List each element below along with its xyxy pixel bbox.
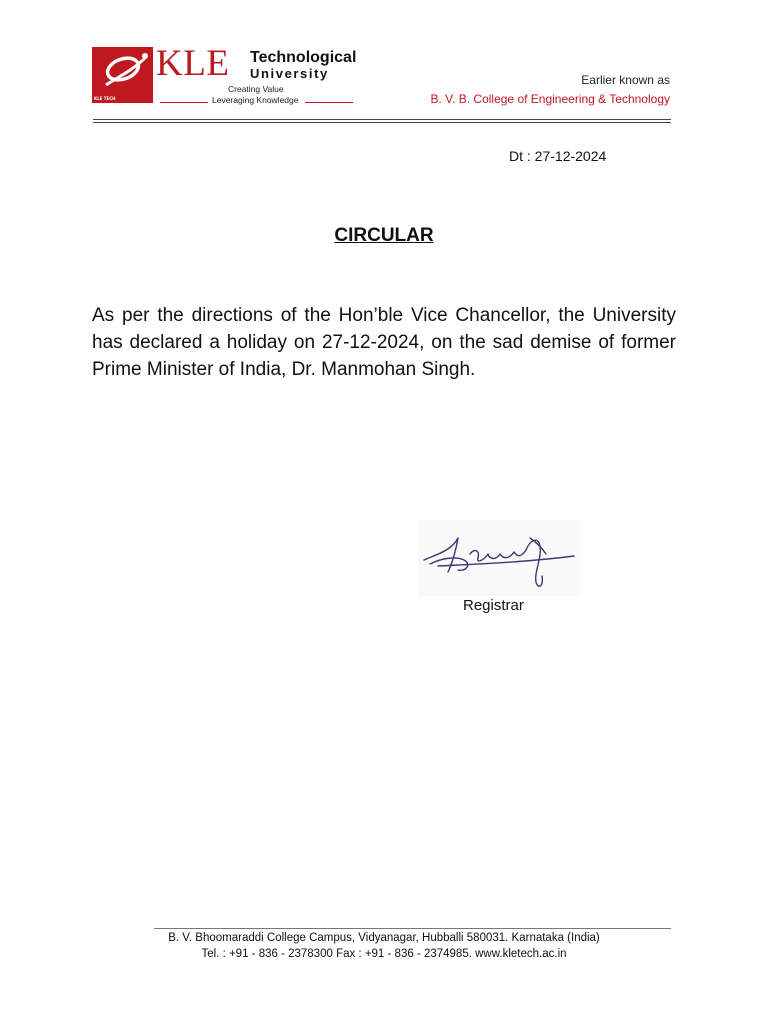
logo-brand-text: KLE [156,43,230,84]
handwritten-signature-icon [418,520,580,596]
university-logo-badge [92,47,153,103]
footer-contact: Tel. : +91 - 836 - 2378300 Fax : +91 - 836 - 2374985. www.kletech.ac.in [201,948,567,960]
footer-address: B. V. Bhoomaraddi College Campus, Vidyanagar, Hubballi 580031. Karnataka (India) [168,932,600,944]
former-college-name: B. V. B. College of Engineering & Technology [430,92,670,106]
tagline-rule-right [305,102,353,103]
circular-body: As per the directions of the Hon’ble Vice Chancellor, the University has declared a holiday on 27-12-2024, on the sad demise of former Prime Minister of India, Dr. Manmohan Singh. [92,305,676,380]
circular-date: Dt : 27-12-2024 [509,148,607,164]
footer-divider [154,928,671,929]
header-divider [93,119,671,123]
signatory-title: Registrar [463,597,524,614]
earlier-known-label: Earlier known as [581,73,670,87]
logo-name-line1: Technological [250,49,357,66]
logo-swoosh-icon [92,47,153,103]
logo-tagline-2: Leveraging Knowledge [212,95,299,105]
logo-badge-text: KLE TECH [94,96,116,101]
logo-tagline-1: Creating Value [228,84,284,94]
logo-name-line2: University [250,66,329,81]
tagline-rule-left [160,102,208,103]
circular-title: CIRCULAR [334,225,434,246]
registrar-signature [418,520,580,596]
